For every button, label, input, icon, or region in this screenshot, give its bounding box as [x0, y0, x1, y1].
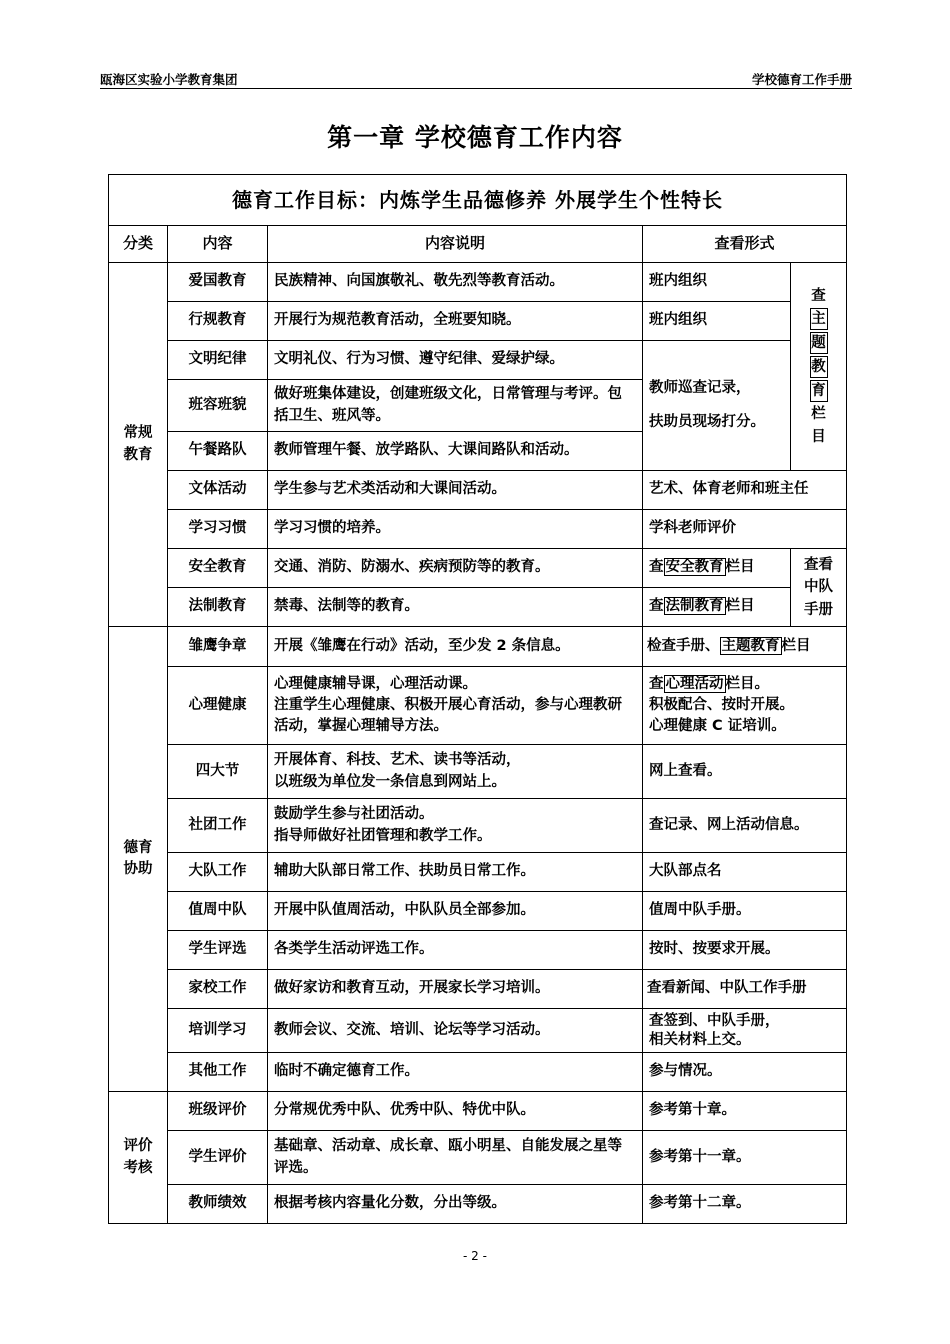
row-check: 参考第十章。	[643, 1092, 847, 1131]
table-row	[109, 549, 847, 588]
column-header-row	[109, 226, 847, 263]
row-desc: 学习习惯的培养。	[268, 510, 643, 549]
goal-heading: 德育工作目标：内炼学生品德修养 外展学生个性特长	[109, 175, 847, 226]
row-desc: 开展体育、科技、艺术、读书等活动， 以班级为单位发一条信息到网站上。	[268, 745, 643, 799]
row-name: 社团工作	[168, 799, 268, 853]
table-row	[109, 892, 847, 931]
row-check: 参考第十一章。	[643, 1131, 847, 1185]
row-name: 午餐路队	[168, 432, 268, 471]
row-desc: 各类学生活动评选工作。	[268, 931, 643, 970]
row-name: 心理健康	[168, 667, 268, 745]
table-row	[109, 1092, 847, 1131]
table-row	[109, 1185, 847, 1224]
category-assist: 德育协助	[109, 627, 168, 1092]
row-name: 班容班貌	[168, 380, 268, 432]
chapter-title: 第一章 学校德育工作内容	[327, 123, 623, 152]
page-header	[100, 68, 852, 89]
page-number: - 2 -	[463, 1249, 487, 1263]
table-row	[109, 1131, 847, 1185]
row-desc: 民族精神、向国旗敬礼、敬先烈等教育活动。	[268, 263, 643, 302]
row-name: 培训学习	[168, 1009, 268, 1053]
row-desc: 辅助大队部日常工作、扶助员日常工作。	[268, 853, 643, 892]
table-row	[109, 588, 847, 627]
row-check: 按时、按要求开展。	[643, 931, 847, 970]
row-name: 大队工作	[168, 853, 268, 892]
row-name: 行规教育	[168, 302, 268, 341]
table-row	[109, 627, 847, 667]
category-routine: 常规教育	[109, 263, 168, 627]
row-check: 值周中队手册。	[643, 892, 847, 931]
table-row	[109, 341, 847, 380]
header-right: 学校德育工作手册	[751, 72, 852, 87]
row-name: 学生评价	[168, 1131, 268, 1185]
row-check: 查 心理活动 栏目。 积极配合、按时开展。 心理健康 C 证培训。	[643, 667, 847, 745]
row-name: 值周中队	[168, 892, 268, 931]
row-check: 查 法制教育 栏目	[643, 588, 791, 627]
side-note-squad: 查看 中队 手册	[791, 549, 847, 627]
table-row	[109, 1053, 847, 1092]
row-name: 法制教育	[168, 588, 268, 627]
row-desc: 临时不确定德育工作。	[268, 1053, 643, 1092]
row-name: 班级评价	[168, 1092, 268, 1131]
table-row	[109, 667, 847, 745]
row-check: 参考第十二章。	[643, 1185, 847, 1224]
category-evaluation: 评价考核	[109, 1092, 168, 1224]
row-desc: 开展行为规范教育活动，全班要知晓。	[268, 302, 643, 341]
table-row	[109, 745, 847, 799]
row-check: 查 安全教育 栏目	[643, 549, 791, 588]
row-name: 家校工作	[168, 970, 268, 1009]
row-check: 班内组织	[643, 263, 791, 302]
col-check: 查看形式	[643, 226, 847, 263]
col-category: 分类	[109, 226, 168, 263]
row-desc: 教师会议、交流、培训、论坛等学习活动。	[268, 1009, 643, 1053]
table-row	[109, 471, 847, 510]
table-row	[109, 302, 847, 341]
table-row	[109, 510, 847, 549]
row-check: 查看新闻、中队工作手册	[643, 970, 847, 1009]
row-check: 网上查看。	[643, 745, 847, 799]
row-check: 大队部点名	[643, 853, 847, 892]
row-desc: 文明礼仪、行为习惯、遵守纪律、爱绿护绿。	[268, 341, 643, 380]
row-name: 爱国教育	[168, 263, 268, 302]
col-description: 内容说明	[268, 226, 643, 263]
row-desc: 做好家访和教育互动，开展家长学习培训。	[268, 970, 643, 1009]
table-row	[109, 970, 847, 1009]
row-check: 参与情况。	[643, 1053, 847, 1092]
row-name: 学习习惯	[168, 510, 268, 549]
col-content: 内容	[168, 226, 268, 263]
row-name: 其他工作	[168, 1053, 268, 1092]
row-name: 四大节	[168, 745, 268, 799]
row-desc: 做好班集体建设，创建班级文化，日常管理与考评。包括卫生、班风等。	[268, 380, 643, 432]
row-check: 学科老师评价	[643, 510, 847, 549]
row-desc: 基础章、活动章、成长章、瓯小明星、自能发展之星等评选。	[268, 1131, 643, 1185]
row-desc: 交通、消防、防溺水、疾病预防等的教育。	[268, 549, 643, 588]
row-desc: 根据考核内容量化分数，分出等级。	[268, 1185, 643, 1224]
row-name: 教师绩效	[168, 1185, 268, 1224]
row-name: 学生评选	[168, 931, 268, 970]
side-note-theme: 查 主 题 教 育 栏 目	[791, 263, 847, 471]
row-check: 艺术、体育老师和班主任	[643, 471, 847, 510]
row-name: 雏鹰争章	[168, 627, 268, 667]
row-desc: 学生参与艺术类活动和大课间活动。	[268, 471, 643, 510]
row-desc: 开展中队值周活动，中队队员全部参加。	[268, 892, 643, 931]
table-row	[109, 1009, 847, 1053]
row-desc: 开展《雏鹰在行动》活动，至少发 2 条信息。	[268, 627, 643, 667]
table-row	[109, 263, 847, 302]
row-desc: 分常规优秀中队、优秀中队、特优中队。	[268, 1092, 643, 1131]
row-desc: 心理健康辅导课，心理活动课。 注重学生心理健康、积极开展心育活动，参与心理教研活动，掌握心理辅导方法。	[268, 667, 643, 745]
row-check: 查签到、中队手册， 相关材料上交。	[643, 1009, 847, 1053]
table-row	[109, 799, 847, 853]
row-check: 检查手册、 主题教育 栏目	[643, 627, 847, 667]
work-content-table	[108, 174, 847, 1224]
row-check: 班内组织	[643, 302, 791, 341]
row-name: 文明纪律	[168, 341, 268, 380]
header-left: 瓯海区实验小学教育集团	[100, 72, 238, 87]
row-desc: 鼓励学生参与社团活动。 指导师做好社团管理和教学工作。	[268, 799, 643, 853]
row-desc: 禁毒、法制等的教育。	[268, 588, 643, 627]
row-name: 安全教育	[168, 549, 268, 588]
table-row	[109, 931, 847, 970]
row-check-merged: 教师巡查记录， 扶助员现场打分。	[643, 341, 791, 471]
table-row	[109, 853, 847, 892]
row-desc: 教师管理午餐、放学路队、大课间路队和活动。	[268, 432, 643, 471]
row-name: 文体活动	[168, 471, 268, 510]
row-check: 查记录、网上活动信息。	[643, 799, 847, 853]
